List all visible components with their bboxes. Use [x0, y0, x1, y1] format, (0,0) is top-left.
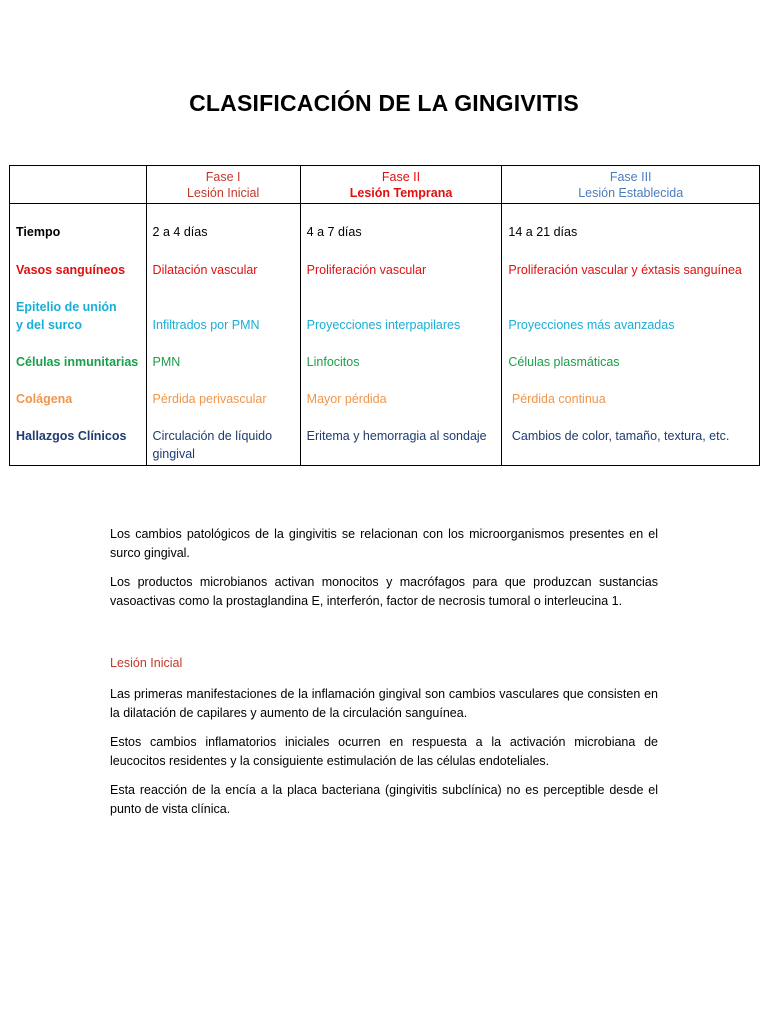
row-cell: Eritema y hemorragia al sondaje: [300, 408, 502, 466]
row-cell: Células plasmáticas: [502, 334, 760, 371]
header-fase-3: [502, 166, 760, 204]
header-empty-cell: [10, 166, 147, 204]
row-label: [10, 279, 147, 334]
row-cell: Pérdida continua: [502, 371, 760, 408]
row-cell: Cambios de color, tamaño, textura, etc.: [502, 408, 760, 466]
section-paragraphs: [110, 685, 658, 829]
row-cell: 14 a 21 días: [502, 204, 760, 242]
row-cell: Linfocitos: [300, 334, 502, 371]
header-fase-2: [300, 166, 502, 204]
row-cell-line: gingival: [152, 447, 195, 461]
row-cell: PMN: [146, 334, 300, 371]
row-cell: 2 a 4 días: [146, 204, 300, 242]
row-label: Vasos sanguíneos: [10, 241, 147, 279]
row-cell: Mayor pérdida: [300, 371, 502, 408]
row-cell: Proyecciones más avanzadas: [502, 279, 760, 334]
classification-table: [9, 165, 760, 466]
table-header-row: [10, 166, 760, 204]
row-cell-line: Circulación de líquido: [152, 429, 273, 443]
row-cell: Proliferación vascular y éxtasis sanguínea: [502, 241, 760, 279]
section-paragraph: Las primeras manifestaciones de la inflamación gingival son cambios vasculares que consisten en la dilatación de capilares y aumento de la circulación sanguínea.: [110, 687, 658, 720]
row-cell: Pérdida perivascular: [146, 371, 300, 408]
row-cell: Proliferación vascular: [300, 241, 502, 279]
section-paragraph: Esta reacción de la encía a la placa bacteriana (gingivitis subclínica) no es perceptible desde el punto de vista clínica.: [110, 783, 658, 816]
intro-paragraph: Los productos microbianos activan monocitos y macrófagos para que produzcan sustancias vasoactivas como la prostaglandina E, interferón, factor de necrosis tumoral o interleucina 1.: [110, 575, 658, 608]
row-label-line: y del surco: [16, 318, 82, 332]
header-fase-label: Fase III: [609, 169, 652, 184]
row-label: Tiempo: [10, 204, 147, 242]
row-cell: 4 a 7 días: [300, 204, 502, 242]
row-cell: Dilatación vascular: [146, 241, 300, 279]
row-cell: [146, 408, 300, 466]
section-paragraph: Estos cambios inflamatorios iniciales ocurren en respuesta a la activación microbiana de leucocitos residentes y la consiguiente estimulación de las células endoteliales.: [110, 735, 658, 768]
row-label: Células inmunitarias: [10, 334, 147, 371]
intro-paragraph: Los cambios patológicos de la gingivitis se relacionan con los microorganismos presentes en el surco gingival.: [110, 527, 658, 560]
row-label-line: Epitelio de unión: [16, 300, 117, 314]
row-cell: Infiltrados por PMN: [146, 279, 300, 334]
header-lesion-label: Lesión Temprana: [349, 185, 453, 200]
section-heading: Lesión Inicial: [110, 656, 183, 670]
table-row-colagena: [10, 371, 760, 408]
row-label: Hallazgos Clínicos: [10, 408, 147, 466]
table-row-celulas: [10, 334, 760, 371]
page-title: CLASIFICACIÓN DE LA GINGIVITIS: [189, 90, 579, 116]
table-row-vasos: [10, 241, 760, 279]
header-fase-1: [146, 166, 300, 204]
table-row-tiempo: [10, 204, 760, 242]
table-row-hallazgos: [10, 408, 760, 466]
header-fase-label: Fase II: [381, 169, 421, 184]
header-lesion-label: Lesión Establecida: [578, 185, 684, 200]
table-row-epitelio: [10, 279, 760, 334]
intro-paragraphs: [110, 525, 658, 621]
header-lesion-label: Lesión Inicial: [186, 185, 260, 200]
row-cell: Proyecciones interpapilares: [300, 279, 502, 334]
header-fase-label: Fase I: [205, 169, 241, 184]
row-label: Colágena: [10, 371, 147, 408]
